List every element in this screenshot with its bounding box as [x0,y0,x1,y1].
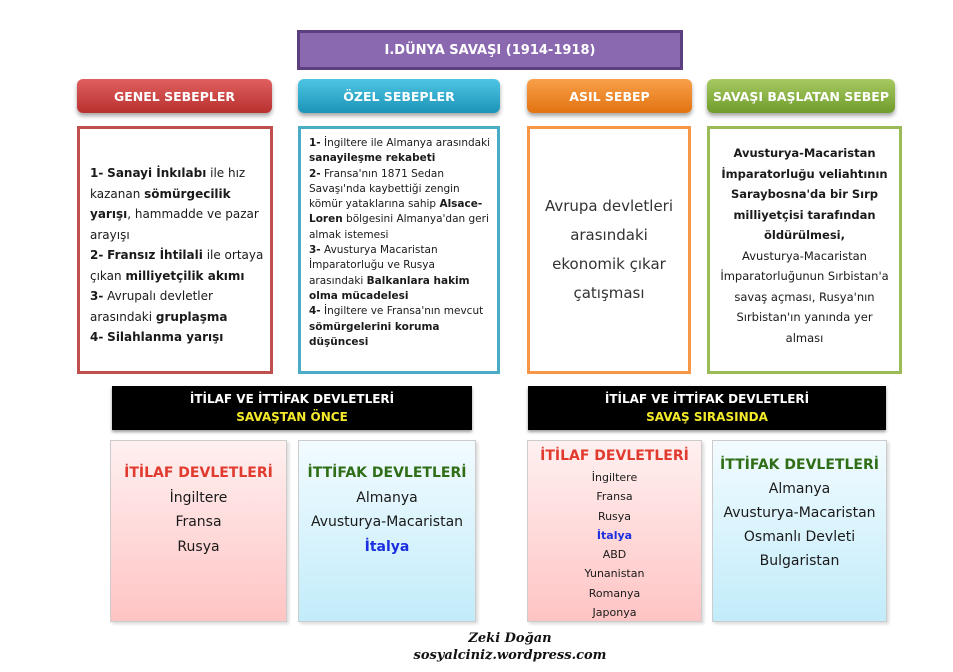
baslatan-text: Avusturya-Macaristan İmparatorluğunun Sırbistan'a savaş açması, Rusya'nın Sırbistan'ın yanında yer alması [720,248,889,345]
genel-item-1: 1- Sanayi İnkılabı ile hız kazanan sömürgecilik yarışı, hammadde ve pazar arayışı [90,166,259,242]
baslatan-bold-text: Avusturya-Macaristan İmparatorluğu veliahtının Saraybosna'da bir Sırp milliyetçisi tarafından öldürülmesi [721,146,888,242]
before-ittifak-title: İTTİFAK DEVLETLERİ [307,465,467,481]
during-ittifak-member: Almanya [768,481,831,497]
before-itilaf-member: İngiltere [169,489,228,506]
during-ittifak-member: Avusturya-Macaristan [723,505,876,521]
before-ittifak-member: Almanya [356,489,418,506]
during-itilaf-member: ABD [602,548,627,562]
genel-sebepler-box [77,126,273,374]
band-savastan-once [112,386,472,430]
header-ozel-sebepler: ÖZEL SEBEPLER [298,79,500,113]
signature [350,630,670,664]
header-savasi-baslatan-sebep: SAVAŞI BAŞLATAN SEBEP [707,79,895,113]
band-right-line2: SAVAŞ SIRASINDA [646,410,768,424]
during-itilaf-box [527,440,702,622]
during-ittifak-member: Osmanlı Devleti [743,529,856,545]
diagram-title: I.DÜNYA SAVAŞI (1914-1918) [297,30,683,70]
genel-item-4: 4- Silahlanma yarışı [90,330,224,344]
band-left-line2: SAVAŞTAN ÖNCE [236,410,348,424]
during-ittifak-title: İTTİFAK DEVLETLERİ [720,457,879,473]
before-itilaf-title: İTİLAF DEVLETLERİ [124,465,273,481]
during-itilaf-italy: İtalya [596,528,633,542]
genel-item-2: 2- Fransız İhtilali ile ortaya çıkan milliyetçilik akımı [90,248,264,283]
during-ittifak-box [712,440,887,622]
asil-sebep-text: Avrupa devletleri arasındaki ekonomik çıkar çatışması [544,197,674,302]
signature-name: Zeki Doğan [468,631,552,646]
baslatan-comma: , [840,228,845,242]
signature-site: sosyalciniz.wordpress.com [413,648,607,663]
during-itilaf-member: Rusya [597,509,632,523]
header-asil-sebep: ASIL SEBEP [527,79,692,113]
ozel-item-3: 3- Avusturya Macaristan İmparatorluğu ve Rusya arasındaki Balkanlara hakim olma mücadelesi [309,244,470,302]
during-itilaf-member: Yunanistan [584,567,645,581]
during-itilaf-member: Japonya [592,606,637,620]
band-savas-sirasinda [528,386,886,430]
before-ittifak-box [298,440,476,622]
before-ittifak-italy: İtalya [364,538,410,555]
before-ittifak-member: Avusturya-Macaristan [310,514,464,530]
during-ittifak-member: Bulgaristan [759,553,840,569]
ozel-item-4: 4- İngiltere ve Fransa'nın mevcut sömürgelerini koruma düşüncesi [309,305,484,348]
ozel-item-1: 1- İngiltere ile Almanya arasındaki sanayileşme rekabeti [309,137,491,165]
band-left-line1: İTİLAF VE İTTİFAK DEVLETLERİ [189,392,395,406]
header-genel-sebepler: GENEL SEBEPLER [77,79,272,113]
band-right-line1: İTİLAF VE İTTİFAK DEVLETLERİ [604,392,810,406]
during-itilaf-member: Fransa [596,490,633,504]
during-itilaf-member: Romanya [588,586,641,600]
before-itilaf-member: Fransa [175,514,222,530]
genel-item-3: 3- Avrupalı devletler arasındaki gruplaşma [90,289,228,324]
asil-sebep-box [527,126,691,374]
before-itilaf-box [110,440,287,622]
during-itilaf-member: İngiltere [591,471,638,484]
ozel-sebepler-box [298,126,500,374]
during-itilaf-title: İTİLAF DEVLETLERİ [540,448,689,464]
savasi-baslatan-sebep-box [707,126,902,374]
ozel-item-2: 2- Fransa'nın 1871 Sedan Savaşı'nda kaybettiği zengin kömür yataklarına sahip Alsace-Loren bölgesini Almanya'dan geri almak istemesi [309,167,489,241]
before-itilaf-member: Rusya [177,538,220,555]
